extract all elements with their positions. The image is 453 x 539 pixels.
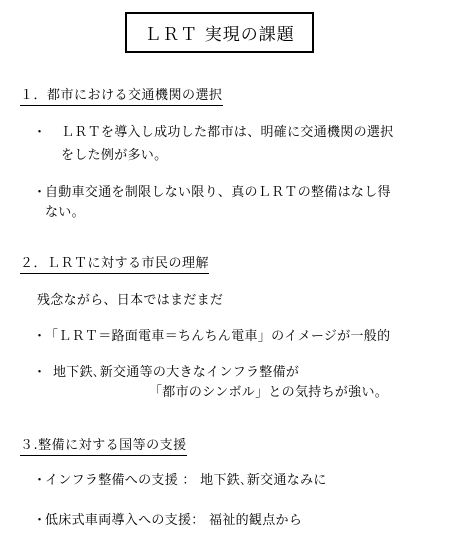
bullet-marker: ・ (33, 125, 47, 140)
bullet-text-line: 低床式車両導入への支援： 福祉的観点から (45, 513, 303, 528)
bullet-item (33, 361, 299, 380)
bullet-continuation: 「都市のシンボル」との気持ちが強い。 (149, 385, 389, 400)
section-heading: ３.整備に対する国等の支援 (20, 434, 187, 456)
bullet-text-line: 「ＬＲＴ＝路面電車＝ちんちん電車」のイメージが一般的 (45, 329, 391, 344)
bullet-text-line: 自動車交通を制限しない限り、真のＬＲＴの整備はなし得 (45, 185, 391, 200)
section-intro: 残念ながら、日本ではまだまだ (37, 293, 224, 308)
bullet-item (33, 509, 302, 528)
bullet-marker: ・ (33, 329, 47, 344)
bullet-item (33, 325, 390, 344)
bullet-marker: ・ (33, 513, 47, 528)
bullet-text-line: 地下鉄､新交通等の大きなインフラ整備が (53, 365, 300, 380)
bullet-item (33, 181, 391, 200)
bullet-marker: ・ (33, 365, 47, 380)
bullet-text-line: インフラ整備への支援 ： 地下鉄､新交通なみに (45, 473, 327, 488)
bullet-marker: ・ (33, 473, 47, 488)
bullet-continuation: をした例が多い。 (61, 148, 168, 163)
bullet-marker: ・ (33, 185, 47, 200)
bullet-text-line: ＬＲＴを導入し成功した都市は、明確に交通機関の選択 (61, 125, 394, 140)
bullet-item (33, 469, 327, 488)
section-heading: １．都市における交通機関の選択 (20, 84, 223, 106)
section-heading: ２．ＬＲＴに対する市民の理解 (20, 252, 209, 274)
bullet-continuation: ない。 (45, 205, 85, 220)
bullet-item (33, 121, 394, 140)
slide-title: ＬＲＴ 実現の課題 (125, 12, 314, 53)
